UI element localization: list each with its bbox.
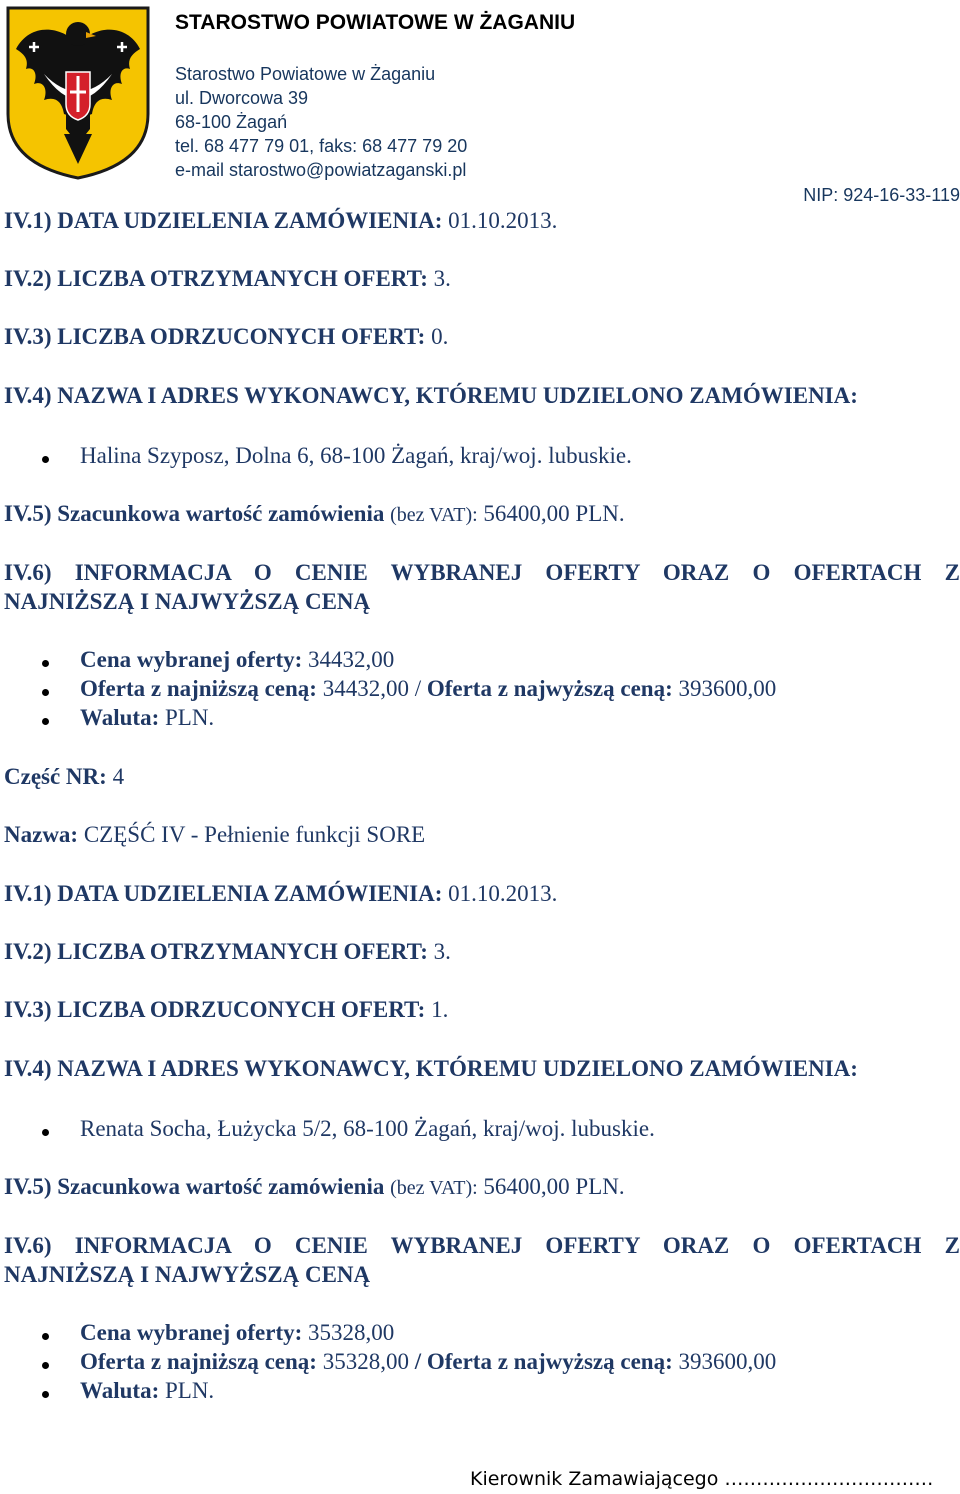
- signature-line: Kierownik Zamawiającego ……………………………: [470, 1468, 934, 1490]
- lowest-price-label-2: Oferta z najniższą ceną:: [80, 1349, 317, 1374]
- offers-rejected-value: 0.: [431, 324, 449, 349]
- lowest-price-label: Oferta z najniższą ceną:: [80, 676, 317, 701]
- highest-price-value: 393600,00: [678, 676, 777, 701]
- price-info-heading-2: IV.6) INFORMACJA O CENIE WYBRANEJ OFERTY ORAZ O OFERTACH Z: [4, 1233, 960, 1258]
- coat-of-arms-logo: [4, 4, 152, 180]
- selected-price-row: [80, 647, 394, 673]
- bullet-icon: [42, 1362, 49, 1369]
- contractor-value: Halina Szyposz, Dolna 6, 68-100 Żagań, kraj/woj. lubuskie.: [80, 443, 632, 468]
- email-link[interactable]: e-mail starostwo@powiatzaganski.pl: [175, 160, 467, 180]
- address-line-3: 68-100 Żagań: [175, 112, 288, 132]
- address-line-2: ul. Dworcowa 39: [175, 88, 309, 108]
- bullet-icon: [42, 456, 49, 463]
- award-date-row: [4, 208, 557, 234]
- estimate-row: [4, 501, 625, 527]
- selected-price-value-2: 35328,00: [308, 1320, 395, 1345]
- contractor-heading-2: IV.4) NAZWA I ADRES WYKONAWCY, KTÓREMU UDZIELONO ZAMÓWIENIA:: [4, 1056, 858, 1081]
- selected-price-label: Cena wybranej oferty:: [80, 647, 303, 672]
- price-separator: /: [414, 1349, 422, 1374]
- nip-number: NIP: 924-16-33-119: [803, 185, 960, 205]
- bullet-icon: [42, 1333, 49, 1340]
- selected-price-row-2: [80, 1320, 394, 1346]
- part-number-value: 4: [112, 764, 125, 789]
- selected-price-label-2: Cena wybranej oferty:: [80, 1320, 303, 1345]
- currency-label-2: Waluta:: [80, 1378, 160, 1403]
- offers-received-value: 3.: [433, 266, 451, 291]
- estimate-label: IV.5) Szacunkowa wartość zamówienia: [4, 501, 385, 526]
- estimate-note: (bez VAT):: [390, 504, 478, 526]
- lowest-price-value: 34432,00 /: [322, 676, 422, 701]
- part-name-label: Nazwa:: [4, 822, 79, 847]
- lowest-price-value-2: 35328,00: [322, 1349, 409, 1374]
- highest-price-label-2: Oferta z najwyższą ceną:: [426, 1349, 673, 1374]
- offers-received-row: [4, 266, 451, 292]
- offers-received-value-2: 3.: [433, 939, 451, 964]
- award-date-label: IV.1) DATA UDZIELENIA ZAMÓWIENIA:: [4, 208, 443, 233]
- bullet-icon: [42, 689, 49, 696]
- offers-received-label-2: IV.2) LICZBA OTRZYMANYCH OFERT:: [4, 939, 428, 964]
- contractor-heading: IV.4) NAZWA I ADRES WYKONAWCY, KTÓREMU UDZIELONO ZAMÓWIENIA:: [4, 383, 858, 408]
- highest-price-label: Oferta z najwyższą ceną:: [426, 676, 673, 701]
- contractor-value-2: Renata Socha, Łużycka 5/2, 68-100 Żagań, kraj/woj. lubuskie.: [80, 1116, 655, 1141]
- selected-price-value: 34432,00: [308, 647, 395, 672]
- currency-row: [80, 705, 214, 731]
- estimate-value: 56400,00 PLN.: [483, 501, 625, 526]
- offers-rejected-value-2: 1.: [431, 997, 449, 1022]
- currency-label: Waluta:: [80, 705, 160, 730]
- part-number-label: Część NR:: [4, 764, 107, 789]
- offers-rejected-row-2: [4, 997, 448, 1023]
- estimate-note-2: (bez VAT):: [390, 1177, 478, 1199]
- estimate-value-2: 56400,00 PLN.: [483, 1174, 625, 1199]
- office-title: STAROSTWO POWIATOWE W ŻAGANIU: [175, 11, 576, 34]
- price-info-heading: IV.6) INFORMACJA O CENIE WYBRANEJ OFERTY ORAZ O OFERTACH Z: [4, 560, 960, 585]
- currency-value-2: PLN.: [164, 1378, 215, 1403]
- price-info-heading-cont-2: NAJNIŻSZĄ I NAJWYŻSZĄ CENĄ: [4, 1262, 371, 1287]
- currency-value: PLN.: [164, 705, 215, 730]
- highest-price-value-2: 393600,00: [678, 1349, 777, 1374]
- offers-received-label: IV.2) LICZBA OTRZYMANYCH OFERT:: [4, 266, 428, 291]
- estimate-row-2: [4, 1174, 625, 1200]
- currency-row-2: [80, 1378, 214, 1404]
- price-info-heading-cont: NAJNIŻSZĄ I NAJWYŻSZĄ CENĄ: [4, 589, 371, 614]
- part-name-value: CZĘŚĆ IV - Pełnienie funkcji SORE: [83, 822, 426, 847]
- offers-rejected-row: [4, 324, 448, 350]
- bullet-icon: [42, 1129, 49, 1136]
- address-line-4: tel. 68 477 79 01, faks: 68 477 79 20: [175, 136, 468, 156]
- offers-rejected-label: IV.3) LICZBA ODRZUCONYCH OFERT:: [4, 324, 426, 349]
- offers-received-row-2: [4, 939, 451, 965]
- award-date-value: 01.10.2013.: [448, 208, 558, 233]
- bullet-icon: [42, 660, 49, 667]
- award-date-value-2: 01.10.2013.: [448, 881, 558, 906]
- bullet-icon: [42, 718, 49, 725]
- address-line-1: Starostwo Powiatowe w Żaganiu: [175, 64, 436, 84]
- offers-rejected-label-2: IV.3) LICZBA ODRZUCONYCH OFERT:: [4, 997, 426, 1022]
- price-range-row-2: [80, 1349, 776, 1375]
- price-range-row: [80, 676, 776, 702]
- bullet-icon: [42, 1391, 49, 1398]
- part-name-row: [4, 822, 425, 848]
- award-date-label-2: IV.1) DATA UDZIELENIA ZAMÓWIENIA:: [4, 881, 443, 906]
- award-date-row-2: [4, 881, 557, 907]
- estimate-label-2: IV.5) Szacunkowa wartość zamówienia: [4, 1174, 385, 1199]
- part-number-row: [4, 764, 124, 790]
